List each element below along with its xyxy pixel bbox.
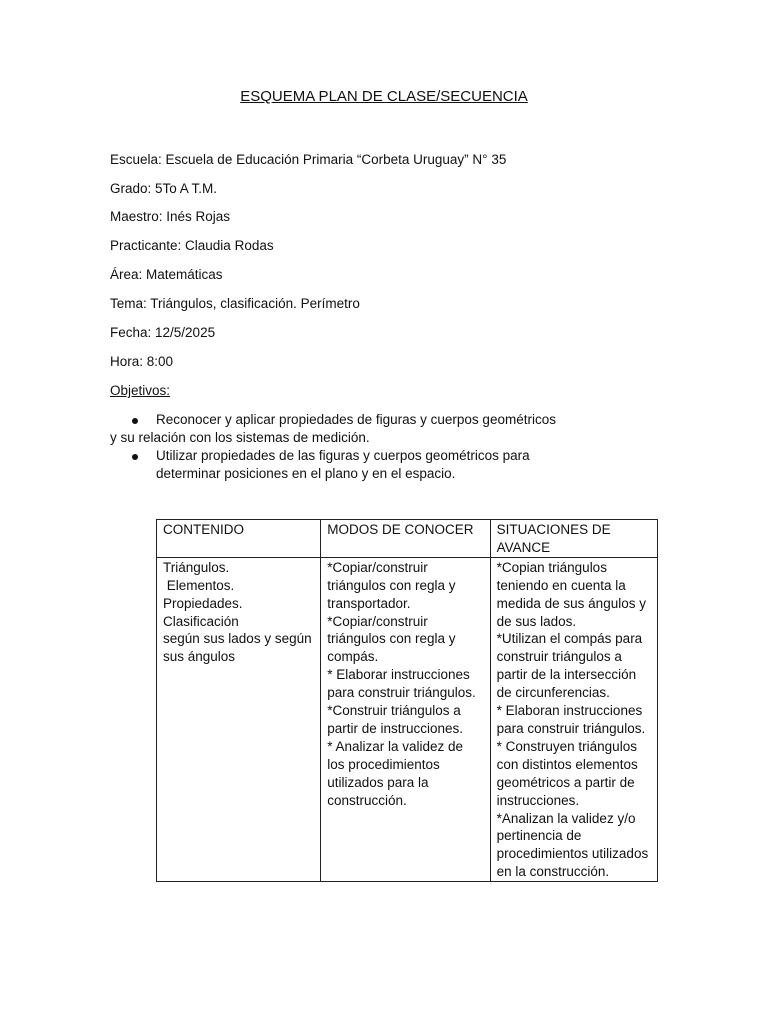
plan-table <box>156 519 658 882</box>
objetivo-1-line-2: y su relación con los sistemas de medición. <box>110 430 370 445</box>
objetivo-2-line-1: Utilizar propiedades de las figuras y cuerpos geométricos para <box>156 448 530 463</box>
header-modos: MODOS DE CONOCER <box>321 520 490 558</box>
objetivos-heading: Objetivos: <box>110 383 171 398</box>
contenido-item: Propiedades. <box>163 595 243 611</box>
situaciones-cell <box>490 557 657 881</box>
objetivo-2-line-2: determinar posiciones en el plano y en el espacio. <box>156 466 456 481</box>
contenido-cell <box>157 557 321 881</box>
page-title: ESQUEMA PLAN DE CLASE/SECUENCIA <box>240 88 528 105</box>
contenido-item: según sus lados y según sus ángulos <box>163 631 312 665</box>
table-row <box>157 557 658 881</box>
modos-item: * Analizar la validez de los procedimientos utilizados para la construcción. <box>327 738 464 808</box>
modos-item: *Copiar/construir triángulos con regla y transportador. <box>327 559 456 611</box>
contenido-item: Triángulos. <box>163 559 230 575</box>
practicante-field: Practicante: Claudia Rodas <box>110 238 274 253</box>
hora-field: Hora: 8:00 <box>110 354 174 369</box>
header-situaciones: SITUACIONES DE AVANCE <box>490 520 657 558</box>
table-header-row <box>157 520 658 558</box>
bullet-icon <box>132 454 138 460</box>
area-field: Área: Matemáticas <box>110 267 223 282</box>
modos-item: *Copiar/construir triángulos con regla y compás. <box>327 613 456 665</box>
modos-item: * Elaborar instrucciones para construir triángulos. <box>327 667 476 701</box>
situaciones-item: * Elaboran instrucciones para construir triángulos. <box>496 703 646 736</box>
modos-item: *Construir triángulos a partir de instrucciones. <box>327 703 464 736</box>
situaciones-item: *Utilizan el compás para construir triángulos a partir de la intersección de circunferencias. <box>496 631 643 701</box>
grado-field: Grado: 5To A T.M. <box>110 181 218 196</box>
objetivo-1-line-1: Reconocer y aplicar propiedades de figuras y cuerpos geométricos <box>156 412 556 427</box>
contenido-item: Elementos. <box>163 577 235 593</box>
situaciones-item: *Copian triángulos teniendo en cuenta la medida de sus ángulos y de sus lados. <box>496 559 646 629</box>
situaciones-item: * Construyen triángulos con distintos elementos geométricos a partir de instrucciones. <box>496 738 638 808</box>
escuela-field: Escuela: Escuela de Educación Primaria “Corbeta Uruguay” N° 35 <box>110 152 507 167</box>
modos-cell <box>321 557 490 881</box>
fecha-field: Fecha: 12/5/2025 <box>110 325 216 340</box>
header-contenido: CONTENIDO <box>157 520 321 558</box>
bullet-icon <box>132 418 138 424</box>
maestro-field: Maestro: Inés Rojas <box>110 209 231 224</box>
tema-field: Tema: Triángulos, clasificación. Perímetro <box>110 296 360 311</box>
situaciones-item: *Analizan la validez y/o pertinencia de procedimientos utilizados en la construcción. <box>496 810 649 880</box>
contenido-item: Clasificación <box>163 613 239 629</box>
